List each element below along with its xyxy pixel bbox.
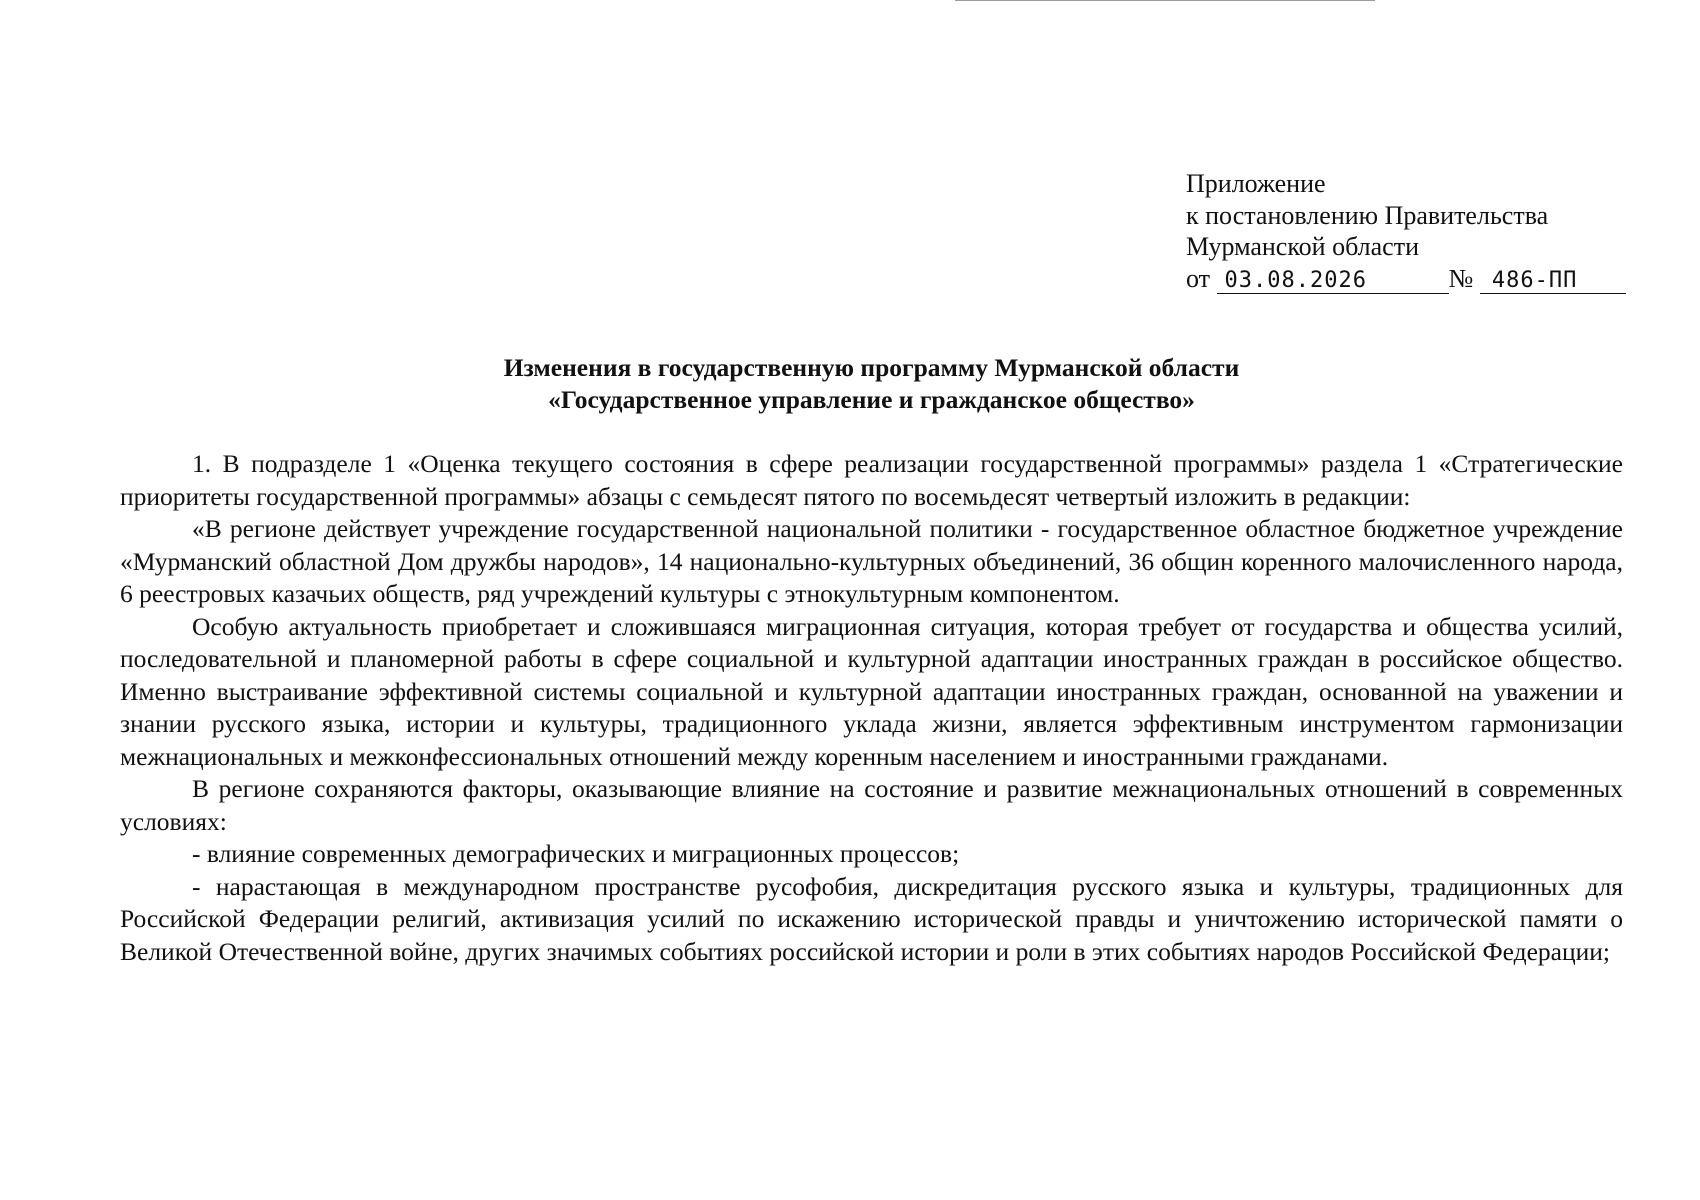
paragraph-factors: В регионе сохраняются факторы, оказывающие влияние на состояние и развитие межнациональных отношений в современных условиях: bbox=[120, 774, 1623, 836]
appendix-line-decree: к постановлению Правительства bbox=[1186, 200, 1549, 230]
paragraph-amendment-1: 1. В подразделе 1 «Оценка текущего состояния в сфере реализации государственной программы» раздела 1 «Стратегические приоритеты государственной программы» абзацы с семьдесят пятого по восемьдесят четвертый изложить в редакции: bbox=[120, 449, 1623, 511]
appendix-line-region: Мурманской области bbox=[1186, 232, 1419, 261]
appendix-heading: Приложение bbox=[1186, 169, 1326, 198]
paragraph-migration-situation: Особую актуальность приобретает и сложившаяся миграционная ситуация, которая требует от государства и общества усилий, последовательной и планомерной работы в сфере социальной и культурной адаптации иностранных граждан в российское общество. Именно выстраивание эффективной системы социальной и культурной адаптации иностранных граждан, основанной на уважении и знании русского языка, истории и культуры, традиционного уклада жизни, является эффективным инструментом гармонизации межнациональных и межконфессиональных отношений между коренным населением и иностранными гражданами. bbox=[120, 611, 1623, 771]
top-edge-rule bbox=[955, 0, 1375, 1]
paragraph-region-institutions: «В регионе действует учреждение государственной национальной политики - государственное областное бюджетное учреждение «Мурманский областной Дом дружбы народов», 14 национально-культурных объединений, 36 общин коренного малочисленного народа, 6 реестровых казачьих обществ, ряд учреждений культуры с этнокультурным компонентом. bbox=[120, 514, 1623, 608]
number-sign: № bbox=[1448, 263, 1474, 293]
list-item-demographic: - влияние современных демографических и миграционных процессов; bbox=[192, 839, 960, 868]
document-body bbox=[120, 448, 1623, 968]
decree-date: 03.08.2026 bbox=[1217, 269, 1449, 294]
appendix-date-number-line bbox=[1186, 263, 1666, 295]
list-item-russophobia: - нарастающая в международном пространстве русофобия, дискредитация русского языка и культуры, традиционных для Российской Федерации религий, активизация усилий по искажению исторической правды и уничтожению исторической памяти о Великой Отечественной войне, других значимых событиях российской истории и роли в этих событиях народов Российской Федерации; bbox=[120, 871, 1623, 966]
document-title-line-2: «Государственное управление и гражданское общество» bbox=[548, 385, 1195, 414]
document-title bbox=[120, 352, 1623, 416]
document-title-line-1: Изменения в государственную программу Мурманской области bbox=[503, 353, 1240, 382]
appendix-block bbox=[1186, 168, 1666, 294]
decree-number: 486-ПП bbox=[1480, 269, 1626, 294]
date-prefix: от bbox=[1186, 263, 1211, 293]
